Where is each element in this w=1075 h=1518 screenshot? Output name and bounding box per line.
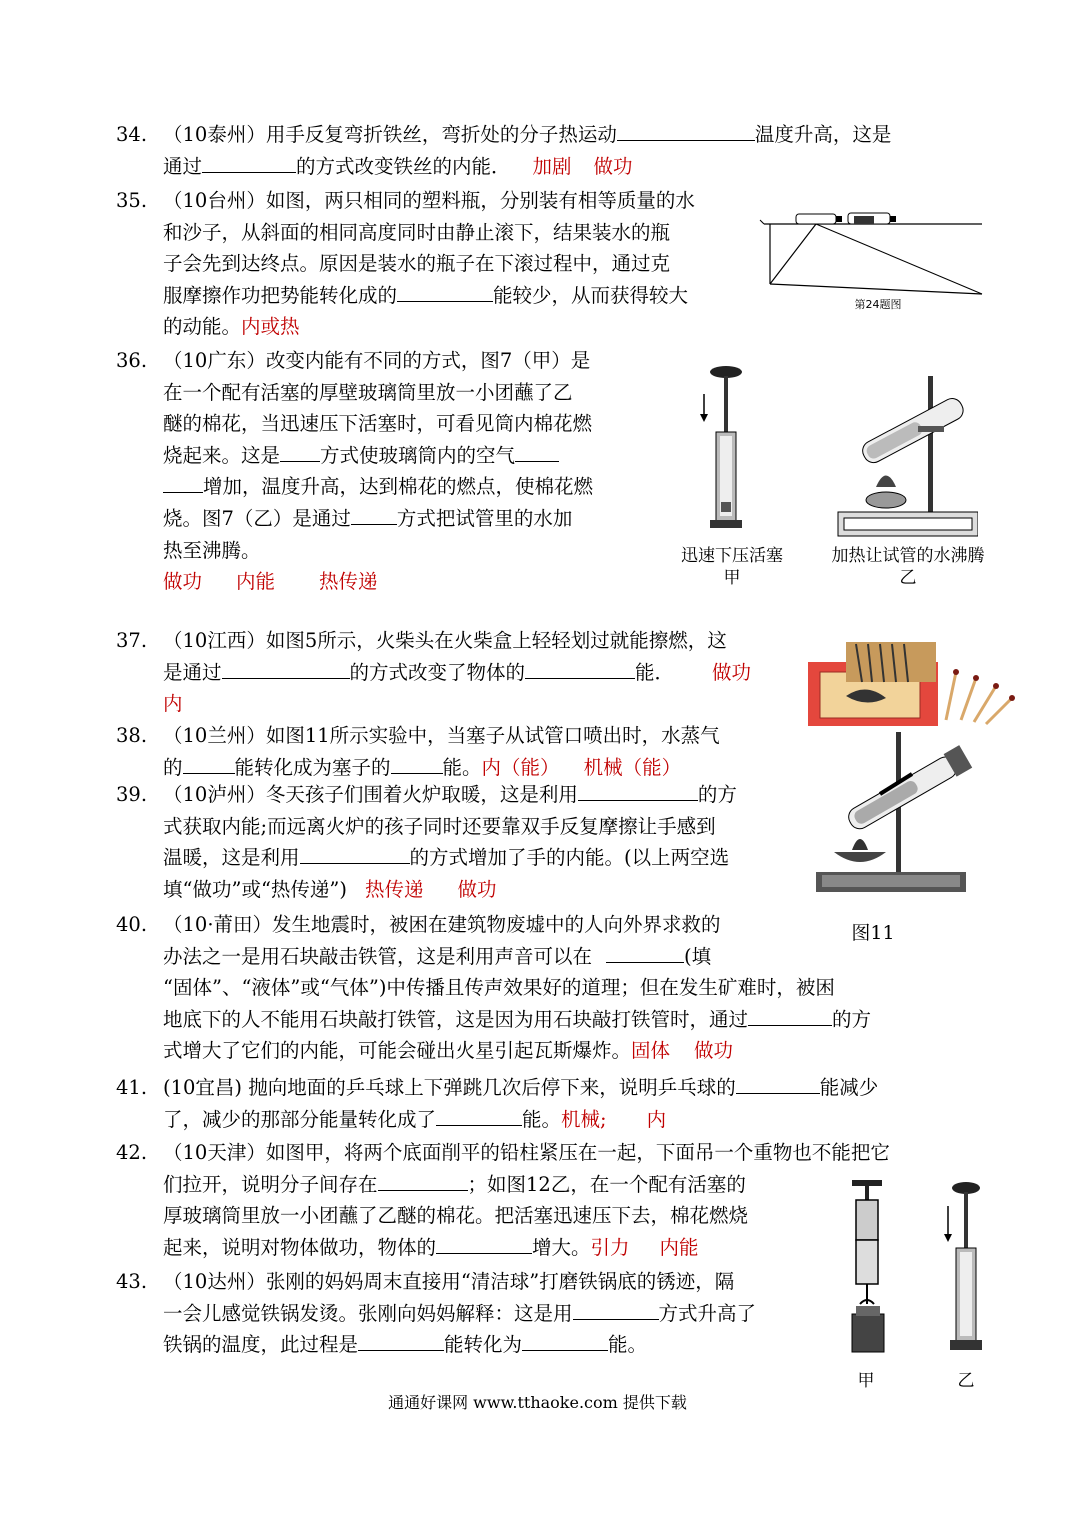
answer-blank [436,1107,522,1126]
answer-blank [163,474,203,493]
question-text: 填“做功”或“热传递”) [163,877,347,901]
question-text: 铁锅的温度，此过程是 [163,1333,359,1357]
question-number: 34. [116,123,148,146]
caption-text: 迅速下压活塞 [681,546,783,566]
question-text: 在一个配有活塞的厚壁玻璃筒里放一小团蘸了乙 [163,380,573,404]
answer-blank [515,443,559,462]
question-text: （10天津）如图甲，将两个底面削平的铅柱紧压在一起，下面吊一个重物也不能把它 [163,1141,890,1164]
question-text: （10泰州）用手反复弯折铁丝，弯折处的分子热运动 [163,123,617,146]
question-number: 35. [116,189,148,212]
figure-lead-cylinders [838,1176,898,1366]
question-text: 们拉开，说明分子间存在 [163,1172,378,1196]
caption-label: 甲 [723,568,741,588]
question-text: 服摩擦作功把势能转化成的 [163,283,398,307]
answer-blank [436,1235,532,1254]
question-text: 地底下的人不能用石块敲打铁管，这是因为用石块敲打铁管时，通过 [163,1007,749,1031]
answer-blank [573,1301,659,1320]
question-text: 的 [163,755,183,779]
question-text: 式增大了它们的内能，可能会碰出火星引起瓦斯爆炸。 [163,1039,632,1063]
question-text: 办法之一是用石块敲击铁管，这是利用声音可以在 [163,944,593,968]
question-text: 的方式增加了手的内能。(以上两空选 [409,846,730,870]
question-text: （10兰州）如图11所示实验中，当塞子从试管口喷出时，水蒸气 [163,724,720,747]
question-text: 增大。 [532,1235,591,1259]
question-text: 方式把试管里的水加 [396,506,573,530]
figure-label: 乙 [957,1371,975,1391]
figure-test-tube-stand [812,732,982,894]
question-number: 41. [116,1076,148,1099]
answer-blank [522,1332,608,1351]
answer-blank [606,944,684,963]
question-text: 能减少 [819,1076,879,1099]
question-text: （10泸州）冬天孩子们围着火炉取暖，这是利用 [163,783,578,806]
figure-matchbox [806,632,1018,728]
question-text: 一会儿感觉铁锅发烫。张刚向妈妈解释：这是用 [163,1301,573,1325]
question-text: 能。 [442,755,482,779]
question-text: (填 [684,944,712,968]
question-text: 能． [635,660,675,684]
question-text: 通过 [163,154,203,178]
page-footer: 通通好课网 www.tthaoke.com 提供下载 [388,1393,687,1412]
question-text: 和沙子，从斜面的相同高度同时由静止滚下，结果装水的瓶 [163,220,671,244]
question-text: 的动能。 [163,315,242,339]
question-36 [116,345,593,598]
answer: 热传递 [364,877,424,901]
question-text: 能较少，从而获得较大 [493,283,689,307]
answer-blank [617,122,755,141]
answer-blank [202,154,296,173]
answer: 固体 [631,1039,671,1063]
question-text: 起来，说明对物体做功，物体的 [163,1235,437,1259]
question-text: 烧起来。这是 [163,443,281,467]
question-text: 厚玻璃筒里放一小团蘸了乙醚的棉花。把活塞迅速压下去，棉花燃烧 [163,1204,749,1228]
answer-blank [300,845,410,864]
question-number: 40. [116,913,148,936]
answer: 内能 [659,1235,699,1259]
question-text: 能转化为 [444,1333,523,1357]
question-text: （10台州）如图，两只相同的塑料瓶，分别装有相等质量的水 [163,189,695,212]
answer-blank [222,660,350,679]
answer: 内或热 [241,315,300,339]
question-number: 38. [116,724,148,747]
question-text: 方式使玻璃筒内的空气 [320,443,516,467]
question-text: 子会先到达终点。原因是装水的瓶子在下滚过程中，通过克 [163,252,671,276]
question-text: 醚的棉花，当迅速压下活塞时，可看见筒内棉花燃 [163,412,593,436]
answer-blank [397,283,493,302]
question-text: “固体”、“液体”或“气体”)中传播且传声效果好的道理；但在发生矿难时，被困 [163,976,835,1000]
caption-label: 乙 [899,568,917,588]
answer: 做功 [457,877,497,901]
question-number: 39. [116,783,148,806]
answer: 做功 [163,570,203,594]
figure-caption: 第24题图 [854,298,902,311]
answer-blank [525,660,635,679]
answer: 内 [163,692,183,716]
answer-blank [183,755,235,774]
question-text: 的方 [832,1007,872,1031]
question-text: （10广东）改变内能有不同的方式，图7（甲）是 [163,349,591,372]
answer-blank [736,1075,820,1094]
answer: 内 [646,1107,667,1131]
answer-blank [391,755,443,774]
question-number: 42. [116,1141,148,1164]
question-42 [116,1137,890,1263]
figure-heated-test-tube [828,372,978,542]
answer: 内（能） [481,755,560,779]
answer: 做功 [712,660,752,684]
question-43 [116,1266,756,1361]
question-text: （10江西）如图5所示，火柴头在火柴盒上轻轻划过就能擦燃，这 [163,629,727,652]
question-text: 温暖，这是利用 [163,846,300,870]
question-text: 方式升高了 [658,1301,757,1325]
question-39 [116,779,737,905]
question-text: 式获取内能;而远离火炉的孩子同时还要靠双手反复摩擦让手感到 [163,814,716,838]
figure-piston-12 [932,1178,996,1358]
answer: 内能 [236,570,276,594]
question-text: 烧。图7（乙）是通过 [163,506,351,530]
question-text: (10宜昌) 抛向地面的乒乓球上下弹跳几次后停下来，说明乒乓球的 [163,1076,736,1099]
figure-caption-yi [818,545,998,589]
question-number: 37. [116,629,148,652]
figure-caption: 图11 [851,922,895,944]
answer: 做功 [593,154,633,178]
answer-blank [748,1007,832,1026]
question-37 [116,625,751,720]
question-text: 能。 [522,1107,562,1131]
question-text: 热至沸腾。 [163,538,261,562]
answer: 机械（能） [583,755,682,779]
answer-blank [358,1332,444,1351]
figure-caption-jia [672,545,792,589]
answer-blank [280,443,320,462]
question-41 [116,1072,878,1135]
answer: 引力 [590,1235,630,1259]
question-text: 的方式改变了物体的 [349,660,526,684]
question-text: 能转化成为塞子的 [234,755,391,779]
caption-text: 加热让试管的水沸腾 [831,546,985,566]
question-text: 能。 [608,1333,648,1357]
question-34 [116,119,891,182]
question-number: 43. [116,1270,148,1293]
question-text: ；如图12乙，在一个配有活塞的 [467,1172,746,1196]
answer: 热传递 [319,570,378,594]
question-text: （10达州）张刚的妈妈周末直接用“清洁球”打磨铁锅底的锈迹，隔 [163,1270,735,1293]
question-text: （10·莆田）发生地震时，被困在建筑物废墟中的人向外界求救的 [163,913,721,936]
question-text: 的方 [697,783,737,806]
question-text: 了，减少的那部分能量转化成了 [163,1107,437,1131]
question-text: 增加，温度升高，达到棉花的燃点，使棉花燃 [203,475,594,499]
answer: 做功 [694,1039,734,1063]
answer-blank [578,782,698,801]
question-38 [116,720,720,783]
question-text: 是通过 [163,660,222,684]
figure-slope-bottles [756,196,988,318]
figure-label: 甲 [857,1371,875,1391]
figure-piston-cylinder [690,362,770,532]
answer: 机械; [561,1107,607,1131]
question-number: 36. [116,349,148,372]
question-40 [116,909,871,1067]
question-35 [116,185,695,343]
question-text: 温度升高，这是 [754,123,892,146]
answer: 加剧 [532,154,572,178]
answer-blank [378,1172,468,1191]
question-text: 的方式改变铁丝的内能． [296,154,511,178]
answer-blank [351,506,397,525]
